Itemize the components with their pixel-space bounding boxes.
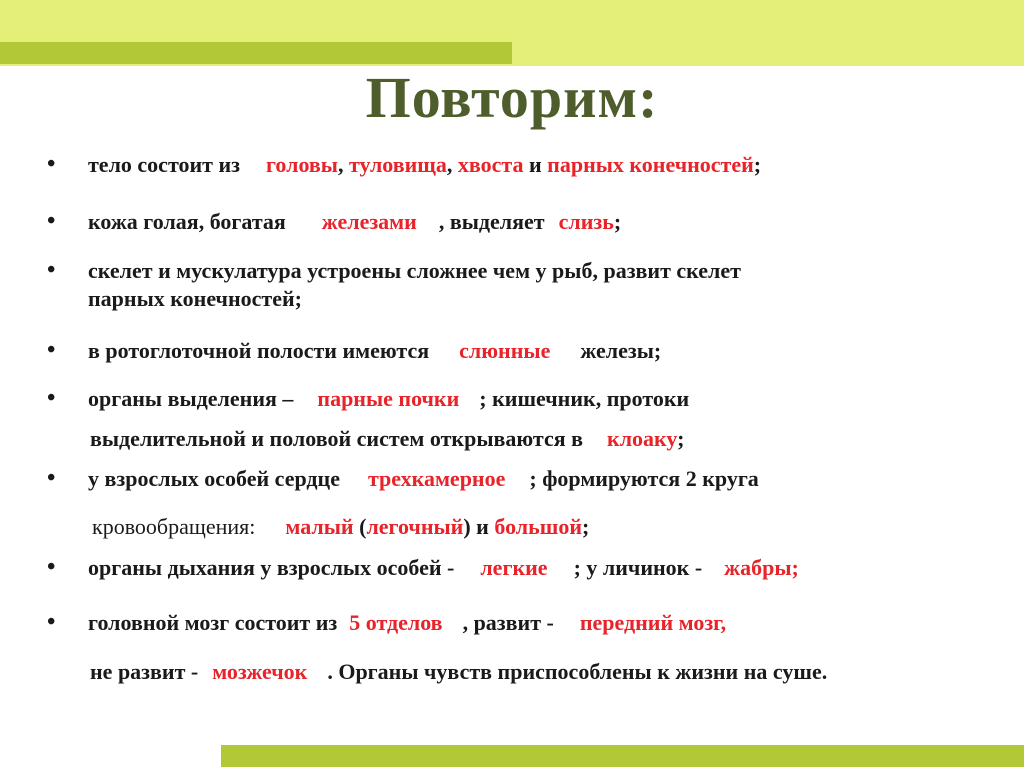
item-5-text-2: ; кишечник, протоки: [479, 386, 690, 411]
item-8-term-five-parts: 5 отделов: [349, 610, 443, 635]
top-accent-bar-dark: [0, 42, 512, 64]
item-4-term-salivary: слюнные: [459, 338, 551, 363]
item-6-text-3: кровообращения:: [92, 514, 256, 539]
item-5-line-2: [90, 425, 684, 453]
item-7-term-gills: жабры;: [724, 555, 799, 580]
bullet-6: •: [47, 465, 56, 491]
item-1-end: ;: [753, 152, 762, 177]
item-1-term-tail: хвоста: [457, 152, 524, 177]
item-2-term-glands: железами: [321, 209, 417, 234]
item-1-text: тело состоит из: [88, 152, 240, 177]
bullet-1: •: [47, 151, 56, 177]
item-2-text: кожа голая, богатая: [88, 209, 286, 234]
item-3-line-1: скелет и мускулатура устроены сложнее чем у рыб, развит скелет: [88, 258, 741, 283]
item-6-term-large: большой: [494, 514, 583, 539]
item-6-line-2: [92, 513, 589, 541]
item-6-term-three-chamber: трехкамерное: [367, 466, 506, 491]
bullet-3: •: [47, 257, 56, 283]
item-6-term-small: малый: [285, 514, 354, 539]
item-8-term-cerebellum: мозжечок: [212, 659, 308, 684]
item-1-comma-2: ,: [446, 152, 453, 177]
item-8-line-2: [90, 658, 827, 686]
item-8-line-1: [88, 609, 726, 637]
item-8-text: головной мозг состоит из: [88, 610, 338, 635]
item-5-text: органы выделения –: [88, 386, 294, 411]
item-5-term-kidneys: парные почки: [317, 386, 460, 411]
item-5-text-3: выделительной и половой систем открываются в: [90, 426, 584, 451]
item-8-term-forebrain: передний мозг,: [579, 610, 727, 635]
item-7-line: [88, 554, 799, 582]
item-2-term-mucus: слизь: [558, 209, 614, 234]
item-1-term-limbs: парных конечностей: [547, 152, 754, 177]
item-1-line: [88, 151, 761, 179]
item-6-line-1: [88, 465, 759, 493]
bullet-7: •: [47, 554, 56, 580]
item-6-end: ;: [582, 514, 590, 539]
item-5-term-cloaca: клоаку: [607, 426, 678, 451]
item-4-line: [88, 337, 661, 365]
item-8-text-2: , развит -: [462, 610, 554, 635]
item-8-text-3: не развит -: [90, 659, 199, 684]
item-1-term-trunk: туловища: [348, 152, 447, 177]
bullet-2: •: [47, 208, 56, 234]
item-3-line-2: парных конечностей;: [88, 286, 302, 311]
item-4-text-2: железы;: [580, 338, 662, 363]
item-7-text-2: ; у личинок -: [573, 555, 703, 580]
item-2-text-2: , выделяет: [438, 209, 545, 234]
item-6-text-4: ) и: [463, 514, 489, 539]
item-1-comma: ,: [337, 152, 344, 177]
bullet-8: •: [47, 609, 56, 635]
item-1-term-head: головы: [265, 152, 338, 177]
item-7-term-lungs: легкие: [480, 555, 548, 580]
item-5-end: ;: [677, 426, 685, 451]
item-1-and: и: [528, 152, 542, 177]
bullet-5: •: [47, 385, 56, 411]
bottom-accent-bar: [221, 745, 1024, 767]
item-6-paren-open: (: [359, 514, 367, 539]
item-6-text: у взрослых особей сердце: [88, 466, 340, 491]
item-8-text-4: . Органы чувств приспособлены к жизни на суше.: [327, 659, 828, 684]
item-7-text: органы дыхания у взрослых особей -: [88, 555, 455, 580]
slide-title: Повторим:: [365, 65, 659, 130]
item-2-line: [88, 208, 621, 236]
item-6-text-2: ; формируются 2 круга: [529, 466, 759, 491]
item-6-term-pulmonary: легочный: [366, 514, 464, 539]
item-4-text: в ротоглоточной полости имеются: [88, 338, 430, 363]
item-2-end: ;: [613, 209, 622, 234]
item-5-line-1: [88, 385, 689, 413]
bullet-4: •: [47, 337, 56, 363]
